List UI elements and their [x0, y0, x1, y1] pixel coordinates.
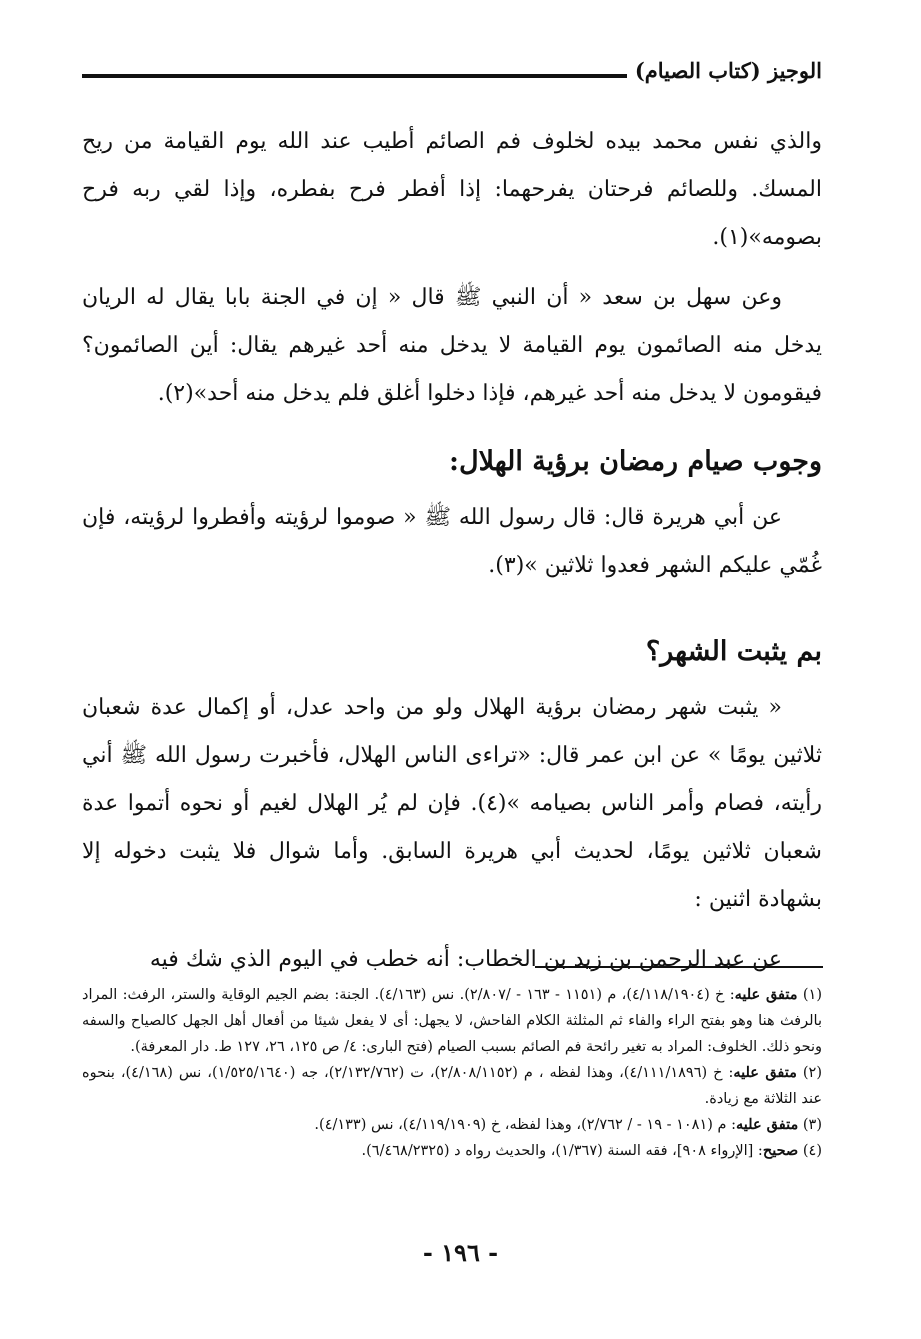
section-heading: بم يثبت الشهر؟ [645, 636, 822, 667]
footnote-label: صحيح [762, 1142, 799, 1159]
paragraph: عن أبي هريرة قال: قال رسول الله ﷺ « صوموا لرؤيته وأفطروا لرؤيته، فإن غُمّي عليكم الشهر فعدوا ثلاثين »(٣). [82, 505, 822, 578]
header-title: الوجيز (كتاب الصيام) [627, 58, 822, 83]
footnote [82, 1138, 822, 1164]
paragraph: عن عبد الرحمن بن زيد بن الخطاب: أنه خطب في اليوم الذي شك فيه [149, 947, 782, 972]
footnote-number: (٢) [802, 1065, 823, 1081]
footnote-label: متفق عليه [733, 1064, 797, 1081]
footnote-text: : خ (٤/١١٨/١٩٠٤)، م (١١٥١ - ١٦٣ - /٢/٨٠٧). نس (٤/١٦٣). الجنة: بضم الجيم الوقاية والستر، الرفث: المراد بالرفث هنا وهو بفتح الراء والفاء ثم المثلثة الكلام الفاحش، لا يجهل: أى لا يفعل شيئا من أفعال أهل الجهل كالصياح والسفه ونحو ذلك. الخلوف: المراد به تغير رائحة فم الصائم بسبب الصيام (فتح البارى: ٤/ ص ١٢٥، ٢٦، ١٢٧ ط. دار المعرفة). [82, 987, 822, 1055]
footnote [82, 1112, 822, 1138]
running-header [82, 58, 822, 92]
paragraph: « يثبت شهر رمضان برؤية الهلال ولو من واحد عدل، أو إكمال عدة شعبان ثلاثين يومًا » عن ابن عمر قال: «تراءى الناس الهلال، فأخبرت رسول الله ﷺ أني رأيته، فصام وأمر الناس بصيامه »(٤). فإن لم يُر الهلال لغيم أو نحوه أتموا عدة شعبان ثلاثين يومًا، لحديث أبي هريرة السابق. وأما شوال فلا يثبت دخوله إلا بشهادة اثنين : [82, 695, 823, 912]
footnote-label: متفق عليه [736, 1116, 799, 1133]
footnote-number: (١) [802, 987, 822, 1003]
footnote [82, 1060, 822, 1112]
page-number: - ١٩٦ - [422, 1238, 499, 1267]
main-text [82, 118, 822, 996]
paragraph: والذي نفس محمد بيده لخلوف فم الصائم أطيب عند الله يوم القيامة من ريح المسك. وللصائم فرحتان يفرحهما: إذا أفطر فرح بفطره، وإذا لقي ربه فرح بصومه»(١). [82, 129, 822, 250]
footnote-label: متفق عليه [734, 986, 798, 1003]
footnote-text: : [الإرواء ٩٠٨]، فقه السنة (١/٣٦٧)، والحديث رواه د (٦/٤٦٨/٢٣٢٥). [361, 1143, 763, 1159]
footnotes [82, 982, 822, 1164]
paragraph: وعن سهل بن سعد « أن النبي ﷺ قال « إن في الجنة بابا يقال له الريان يدخل منه الصائمون يوم القيامة لا يدخل منه أحد غيرهم يقال: أين الصائمون؟ فيقومون لا يدخل منه أحد غيرهم، فإذا دخلوا أغلق فلم يدخل منه أحد»(٢). [82, 285, 822, 406]
footnote-text: : خ (٤/١١١/١٨٩٦)، وهذا لفظه ، م (٢/٨٠٨/١١٥٢)، ت (٢/١٣٢/٧٦٢)، جه (١/٥٢٥/١٦٤٠)، نس (٤/١٦٨)، بنحوه عند الثلاثة مع زيادة. [82, 1065, 822, 1107]
footnote-number: (٣) [802, 1117, 822, 1133]
footnote [82, 982, 822, 1060]
footnote-number: (٤) [802, 1143, 822, 1159]
section-heading: وجوب صيام رمضان برؤية الهلال: [449, 446, 822, 477]
footnote-text: : م (١٠٨١ - ١٩ - / ٢/٧٦٢)، وهذا لفظه، خ (٤/١١٩/١٩٠٩)، نس (٤/١٣٣). [314, 1117, 737, 1133]
footnote-separator [535, 966, 823, 968]
